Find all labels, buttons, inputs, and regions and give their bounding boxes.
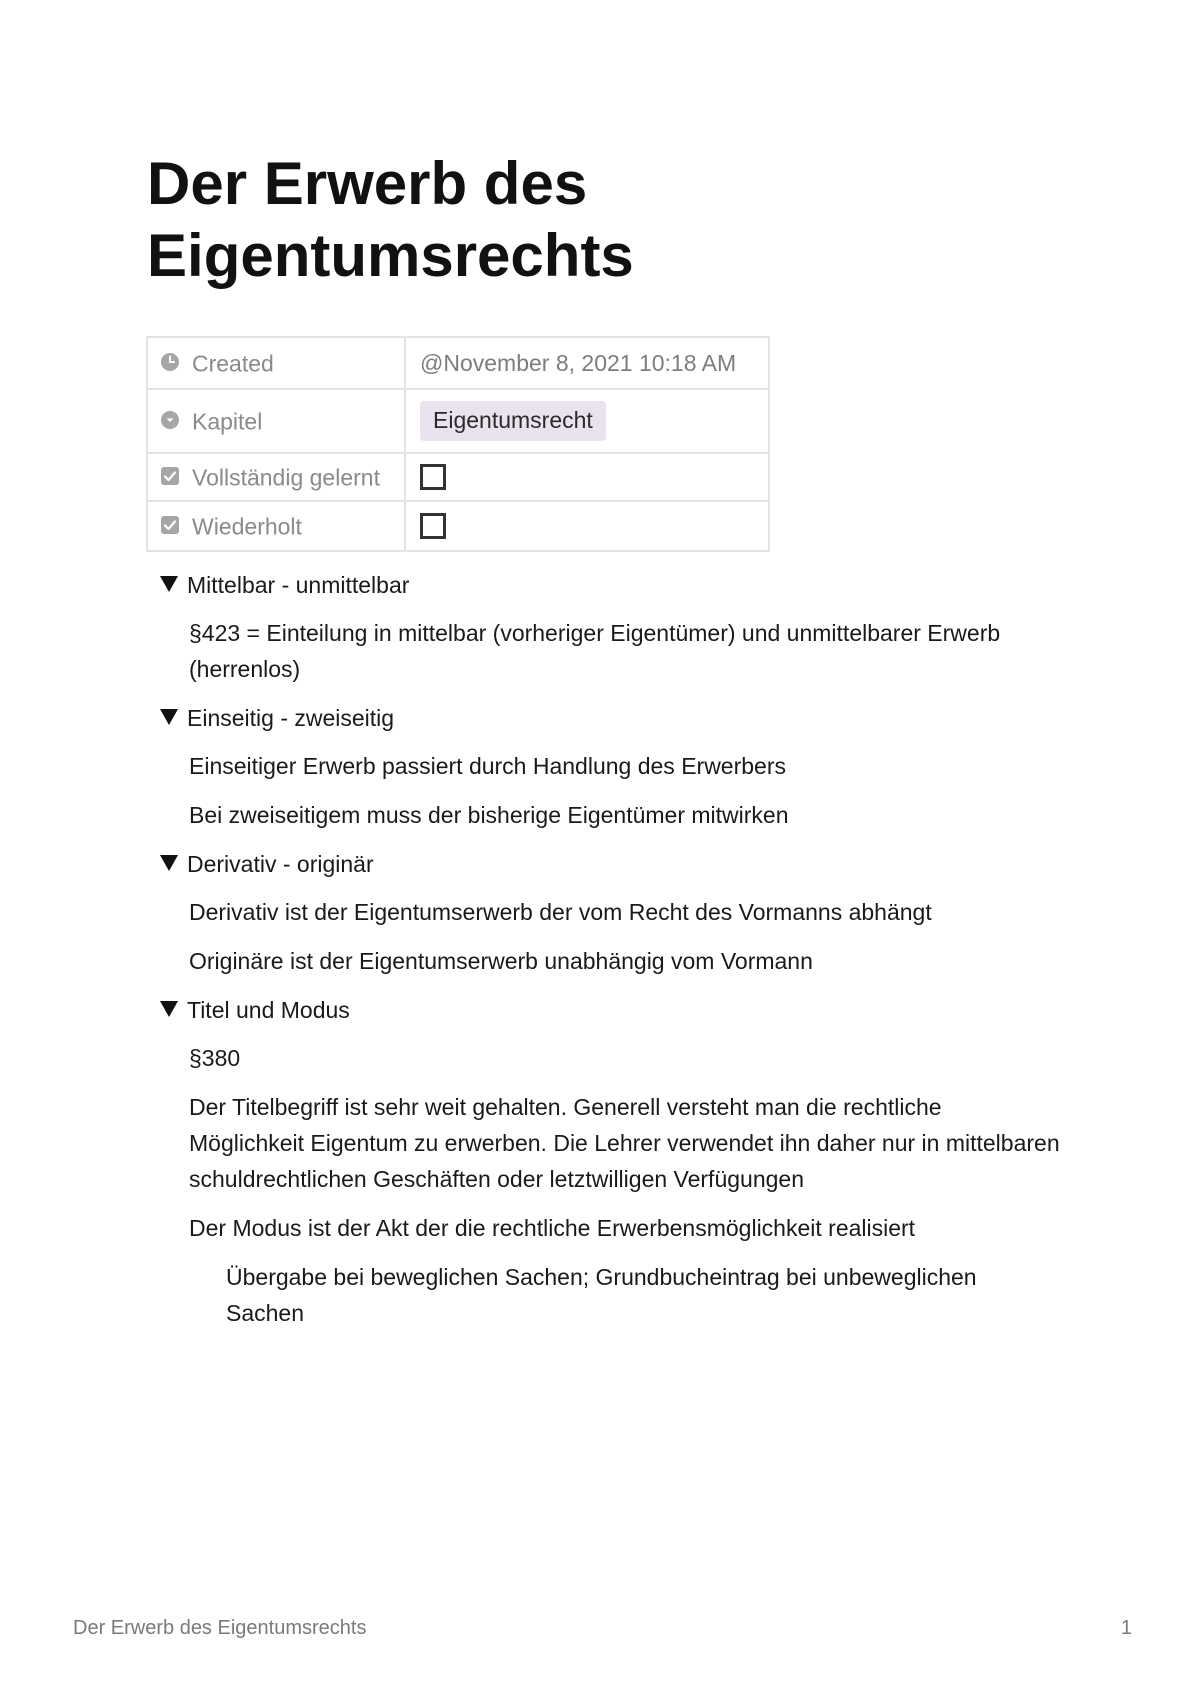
paragraph: Einseitiger Erwerb passiert durch Handlung des Erwerbers (189, 753, 787, 779)
select-icon (160, 410, 180, 430)
toggle-heading-text: Titel und Modus (187, 997, 350, 1023)
property-row-kapitel (147, 389, 769, 453)
toggle-triangle-icon[interactable] (160, 1001, 178, 1017)
property-label: Created (192, 350, 274, 377)
toggle-body (160, 748, 1060, 833)
paragraph: §423 = Einteilung in mittelbar (vorheriger Eigentümer) und unmittelbarer Erwerb (herrenlos) (189, 620, 1001, 682)
property-row-vollstaendig-gelernt (147, 453, 769, 501)
vollstaendig-gelernt-value (405, 453, 769, 501)
toggle-heading-derivativ[interactable] (160, 846, 1060, 882)
nested-paragraph: Übergabe bei beweglichen Sachen; Grundbucheintrag bei unbeweglichen Sachen (226, 1264, 977, 1326)
paragraph: Der Titelbegriff ist sehr weit gehalten. Generell versteht man die rechtliche Möglichkeit Eigentum zu erwerben. Die Lehrer verwendet ihn daher nur in mittelbaren schuldrechtlichen Geschäften oder letztwilligen Verfügungen (189, 1094, 1060, 1192)
property-key-created (147, 337, 405, 389)
paragraph: Derivativ ist der Eigentumserwerb der vom Recht des Vormanns abhängt (189, 899, 932, 925)
toggle-body (160, 1040, 1060, 1331)
wiederholt-value (405, 501, 769, 551)
toggle-heading-text: Einseitig - zweiseitig (187, 705, 395, 731)
toggle-heading-text: Derivativ - originär (187, 851, 374, 877)
property-row-wiederholt (147, 501, 769, 551)
vollstaendig-gelernt-checkbox[interactable] (420, 464, 446, 490)
created-value: @November 8, 2021 10:18 AM (405, 337, 769, 389)
footer-page-number: 1 (1120, 1617, 1132, 1639)
property-label: Kapitel (192, 408, 263, 435)
toggle-body (160, 615, 1060, 687)
property-row-created (147, 337, 769, 389)
paragraph: Bei zweiseitigem muss der bisherige Eigentümer mitwirken (189, 802, 789, 828)
properties-table (146, 336, 770, 552)
toggle-heading-text: Mittelbar - unmittelbar (187, 572, 410, 598)
property-label: Vollständig gelernt (192, 464, 380, 491)
property-key-wiederholt (147, 501, 405, 551)
checkbox-property-icon (160, 466, 180, 486)
toggle-triangle-icon[interactable] (160, 709, 178, 725)
paragraph: Der Modus ist der Akt der die rechtliche Erwerbensmöglichkeit realisiert (189, 1215, 916, 1241)
clock-icon (160, 352, 180, 372)
property-key-vollstaendig-gelernt (147, 453, 405, 501)
footer-title: Der Erwerb des Eigentumsrechts (73, 1617, 367, 1639)
toggle-triangle-icon[interactable] (160, 576, 178, 592)
toggle-triangle-icon[interactable] (160, 855, 178, 871)
toggle-body (160, 894, 1060, 979)
wiederholt-checkbox[interactable] (420, 513, 446, 539)
property-key-kapitel (147, 389, 405, 453)
checkbox-property-icon (160, 515, 180, 535)
toggle-heading-titel-modus[interactable] (160, 992, 1060, 1028)
toggle-block-mittelbar (160, 567, 1060, 687)
paragraph: Originäre ist der Eigentumserwerb unabhängig vom Vormann (189, 948, 813, 974)
toggle-heading-mittelbar[interactable] (160, 567, 1060, 603)
kapitel-value[interactable] (405, 389, 769, 453)
property-label: Wiederholt (192, 513, 302, 540)
toggle-block-einseitig (160, 700, 1060, 833)
toggle-block-titel-modus (160, 992, 1060, 1331)
toggle-heading-einseitig[interactable] (160, 700, 1060, 736)
kapitel-tag[interactable]: Eigentumsrecht (420, 401, 606, 441)
page-content (160, 567, 1060, 1344)
page-title: Der Erwerb des Eigentumsrechts (147, 150, 634, 289)
toggle-block-derivativ (160, 846, 1060, 979)
paragraph: §380 (189, 1045, 241, 1071)
